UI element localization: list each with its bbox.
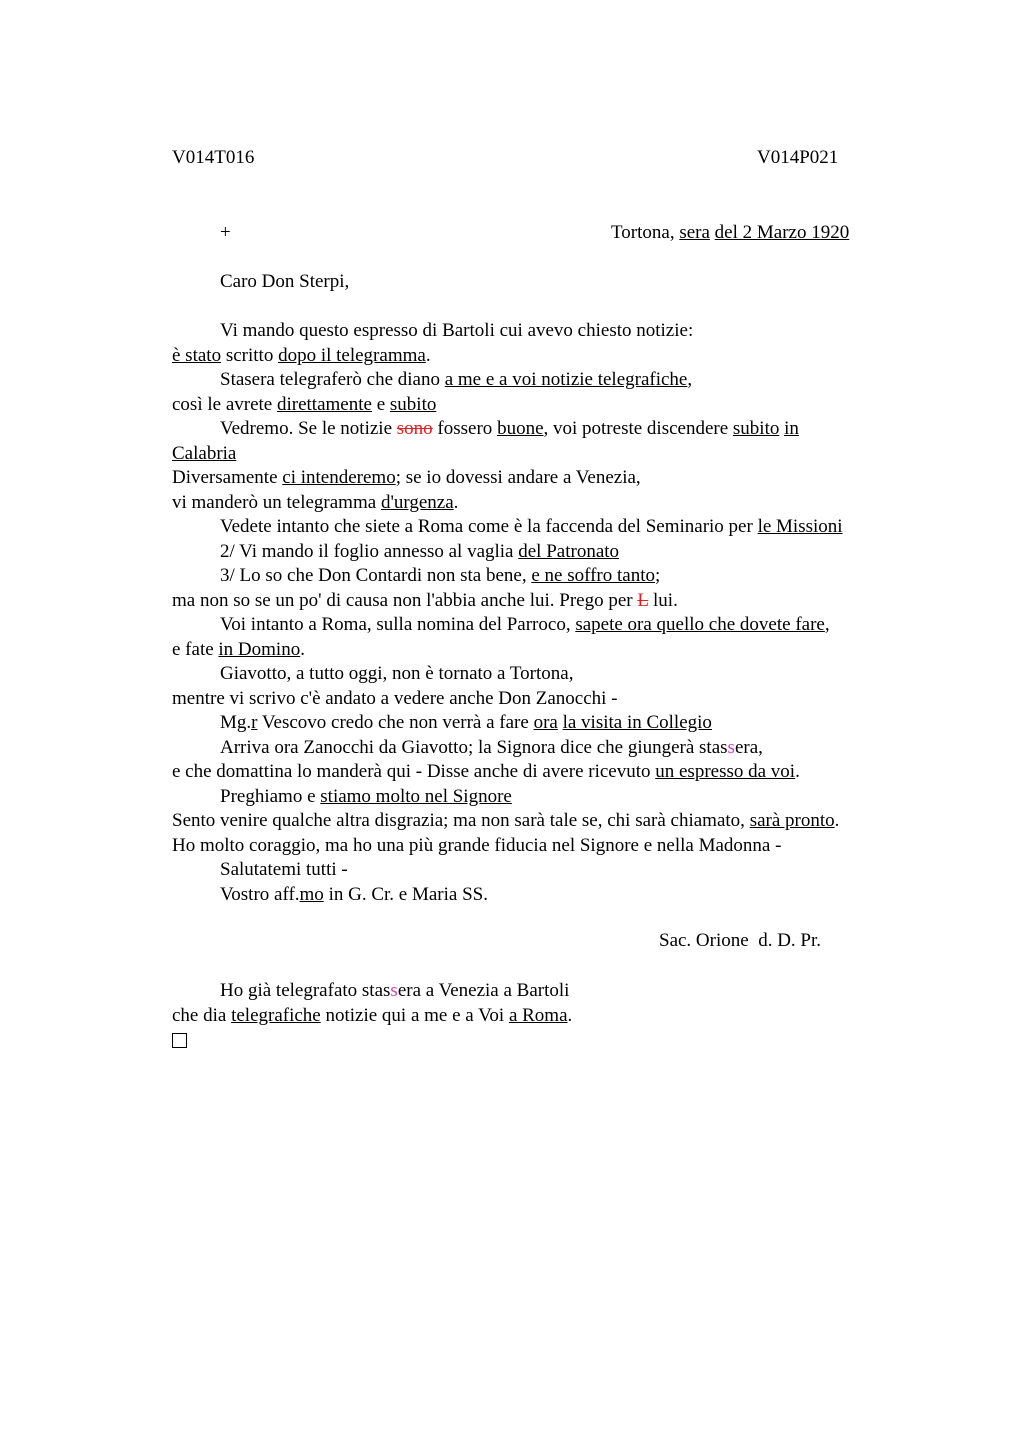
text: Diversamente [172,467,283,488]
place-date [611,222,849,244]
text: . [567,1004,573,1026]
text: Preghiamo e [220,785,321,807]
text-underlined: stiamo molto nel Signore [320,785,512,807]
text-underlined: un espresso da voi [655,761,796,782]
postscript [172,979,572,1056]
text: Arriva ora Zanocchi da Giavotto; la Signora dice che giungerà stas [220,736,728,758]
end-box-line [172,1028,572,1056]
inserted-letter: s [727,736,735,758]
signature: Sac. Orione d. D. Pr. [659,930,822,951]
text-underlined: sarà pronto [749,810,835,831]
text: Voi intanto a Roma, sulla nomina del Parroco, [220,614,576,635]
text-underlined: dopo il telegramma [278,344,426,366]
text: 3/ Lo so che Don Contardi non sta bene, [220,565,532,586]
date-underlined: del 2 Marzo 1920 [714,222,850,243]
text-underlined: e ne soffro tanto [531,565,655,586]
text: mentre vi scrivo c'è andato a vedere anche Don Zanocchi - [172,687,618,709]
text: Giavotto, a tutto oggi, non è tornato a Tortona, [220,663,574,684]
text: scritto [221,344,279,366]
line-19 [172,760,932,785]
text-underlined: direttamente [276,393,372,415]
city: Tortona, [611,222,680,243]
text: Ho già telegrafato stas [220,980,391,1001]
line-15 [172,662,932,687]
text: ma non so se un po' di causa non l'abbia anche lui. Prego per [172,589,638,611]
text: Vostro aff. [220,883,300,905]
text-underlined: in Domino [218,638,301,660]
text-underlined: buone [497,418,544,439]
text-underlined: sapete ora quello che dovete fare [575,614,825,635]
deleted-text: L [637,589,649,611]
text-underlined: è stato [172,344,222,366]
end-square-icon [172,1033,187,1048]
line-12 [172,589,932,614]
text: Sento venire qualche altra disgrazia; ma non sarà tale se, chi sarà chiamato, [172,810,750,831]
line-23 [172,858,932,883]
line-21 [172,809,932,834]
text: lui. [648,589,678,611]
text: ; se io dovessi andare a Venezia, [395,467,641,488]
text: fossero [432,418,498,439]
text: . [834,810,840,831]
line-6 [172,442,932,467]
line-20 [172,785,932,810]
line-10 [172,540,932,565]
line-3 [172,368,932,393]
line-13 [172,613,932,638]
text: Vi mando questo espresso di Bartoli cui avevo chiesto notizie: [220,320,694,341]
line-17 [172,711,932,736]
text-underlined: ci intenderemo [282,467,396,488]
sera-underlined: sera [679,222,710,243]
document-code-right: V014P021 [757,147,839,168]
line-9 [172,515,932,540]
text: Stasera telegraferò che diano [220,369,445,390]
line-24 [172,883,932,908]
text: e fate [172,638,219,660]
text: Mg. [220,712,252,733]
text-underlined: la visita in Collegio [562,712,712,733]
line-14 [172,638,932,663]
text-underlined: le Missioni [757,516,843,537]
text: era, [734,736,763,758]
text: , [687,369,693,390]
line-16 [172,687,932,712]
text: e che domattina lo manderà qui - Disse anche di avere ricevuto [172,761,656,782]
text: Salutatemi tutti - [220,859,348,880]
deleted-text: sono [396,418,433,439]
text-underlined: a Roma [508,1004,568,1026]
text: . [425,344,431,366]
line-7 [172,466,932,491]
text: . [300,638,305,660]
text-underlined: in [784,418,799,439]
ps-line-1 [172,979,572,1004]
text: che dia [172,1004,232,1026]
line-18 [172,736,932,761]
text: , voi potreste discendere [543,418,733,439]
text-underlined: a me e a voi notizie telegrafiche [444,369,688,390]
text: notizie qui a me e a Voi [320,1004,509,1026]
text: Ho molto coraggio, ma ho una più grande fiducia nel Signore e nella Madonna - [172,834,782,856]
text: 2/ Vi mando il foglio annesso al vaglia [220,540,519,562]
text-underlined: Calabria [172,442,237,464]
text-underlined: r [251,712,258,733]
text: . [453,491,459,513]
text: era a Venezia a Bartoli [397,980,570,1001]
text: , [824,614,830,635]
line-11 [172,564,932,589]
text: . [795,761,800,782]
letter-body [172,319,932,907]
text: in G. Cr. e Maria SS. [323,883,488,905]
text: e [371,393,390,415]
line-2 [172,344,932,369]
text: così le avrete [172,393,277,415]
text: ; [654,565,661,586]
text-underlined: subito [389,393,437,415]
salutation: Caro Don Sterpi, [220,271,350,292]
line-22 [172,834,932,859]
text-underlined: del Patronato [518,540,620,562]
ps-line-2 [172,1004,572,1029]
text-underlined: ora [533,712,558,733]
line-5 [172,417,932,442]
text: Vedete intanto che siete a Roma come è la faccenda del Seminario per [220,516,758,537]
text-underlined: telegrafiche [231,1004,321,1026]
text: Vescovo credo che non verrà a fare [257,712,534,733]
line-1 [172,319,932,344]
line-8 [172,491,932,516]
text-underlined: subito [732,418,780,439]
text-underlined: d'urgenza [380,491,454,513]
inserted-letter: s [390,980,398,1001]
text: vi manderò un telegramma [172,491,381,513]
text: Vedremo. Se le notizie [220,418,397,439]
text-underlined: mo [299,883,324,905]
line-4 [172,393,932,418]
cross-mark: + [220,222,231,243]
document-code-left: V014T016 [172,147,255,168]
